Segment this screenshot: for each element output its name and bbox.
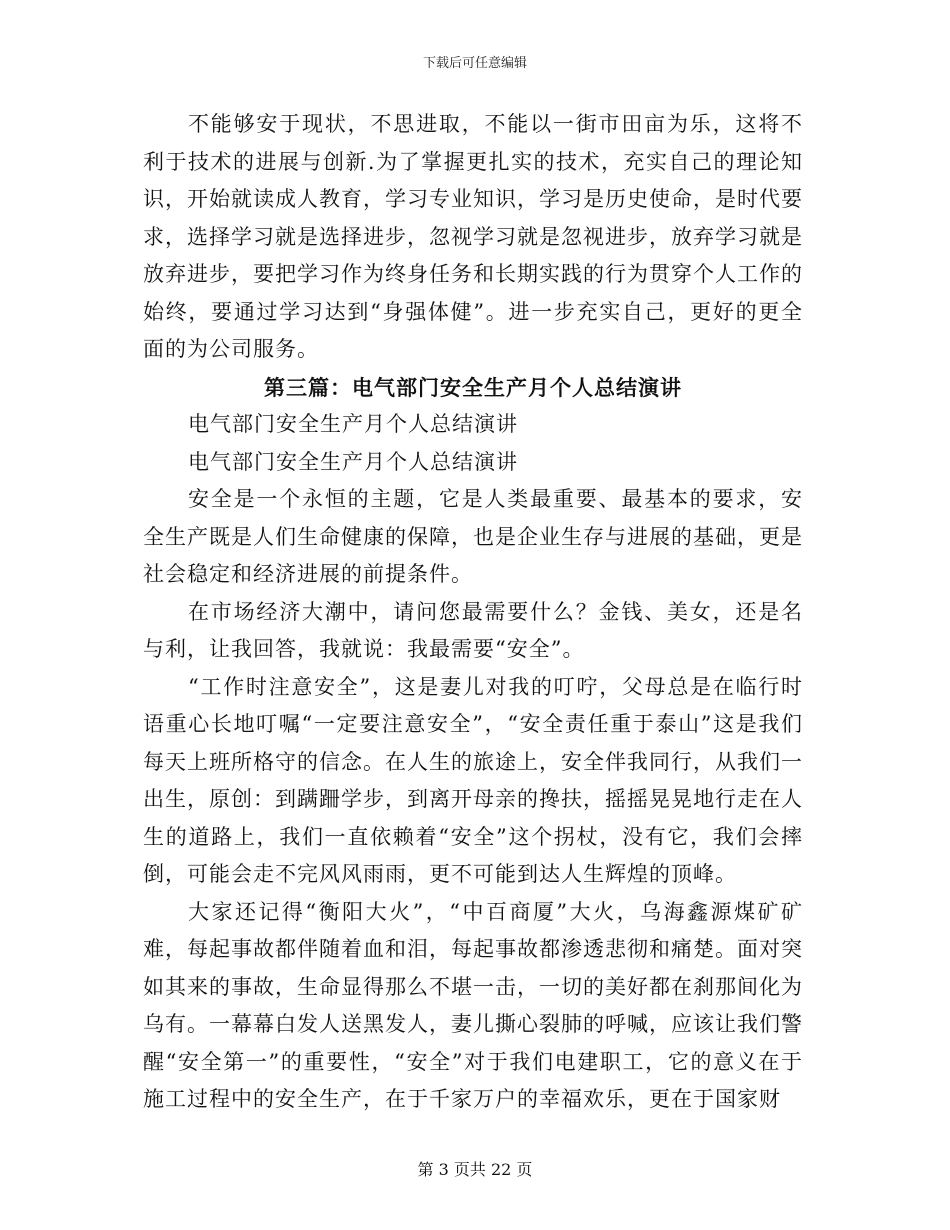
paragraph-continuation: 不能够安于现状，不思进取，不能以一街市田亩为乐，这将不利于技术的进展与创新.为了掌握更扎实的技术，充实自己的理论知识，开始就读成人教育，学习专业知识，学习是历史使命，是时代要求，选择学习就是选择进步，忽视学习就是忽视进步，放弃学习就是放弃进步，要把学习作为终身任务和长期实践的行为贯穿个人工作的始终，要通过学习达到“身强体健”。进一步充实自己，更好的更全面的为公司服务。 [143,112,803,361]
page-header: 下载后可任意编辑 [422,56,527,71]
document-title-line: 电气部门安全生产月个人总结演讲 [188,449,518,474]
document-title-line: 电气部门安全生产月个人总结演讲 [188,412,518,436]
paragraph: 安全是一个永恒的主题，它是人类最重要、最基本的要求，安全生产既是人们生命健康的保障，也是企业生存与进展的基础，更是社会稳定和经济进展的前提条件。 [143,487,803,586]
section-heading: 第三篇：电气部门安全生产月个人总结演讲 [264,374,682,400]
paragraph: “工作时注意安全”，这是妻儿对我的叮咛，父母总是在临行时语重心长地叮嘱“一定要注意安全”，“安全责任重于泰山”这是我们每天上班所格守的信念。在人生的旅途上，安全伴我同行，从我们一出生，原创：到蹒跚学步，到离开母亲的搀扶，摇摇晃晃地行走在人生的道路上，我们一直依赖着“安全”这个拐杖，没有它，我们会摔倒，可能会走不完风风雨雨，更不可能到达人生辉煌的顶峰。 [143,674,803,886]
paragraph: 在市场经济大潮中，请问您最需要什么？金钱、美女，还是名与利，让我回答，我就说：我最需要“安全”。 [143,599,803,661]
page-footer: 第 3 页共 22 页 [417,1160,533,1179]
paragraph: 大家还记得“衡阳大火”，“中百商厦”大火，乌海鑫源煤矿矿难，每起事故都伴随着血和泪，每起事故都渗透悲彻和痛楚。面对突如其来的事故，生命显得那么不堪一击，一切的美好都在刹那间化为乌有。一幕幕白发人送黑发人，妻儿撕心裂肺的呼喊，应该让我们警醒“安全第一”的重要性，“安全”对于我们电建职工，它的意义在于施工过程中的安全生产，在于千家万户的幸福欢乐，更在于国家财 [143,899,803,1111]
document-body [143,106,803,1119]
